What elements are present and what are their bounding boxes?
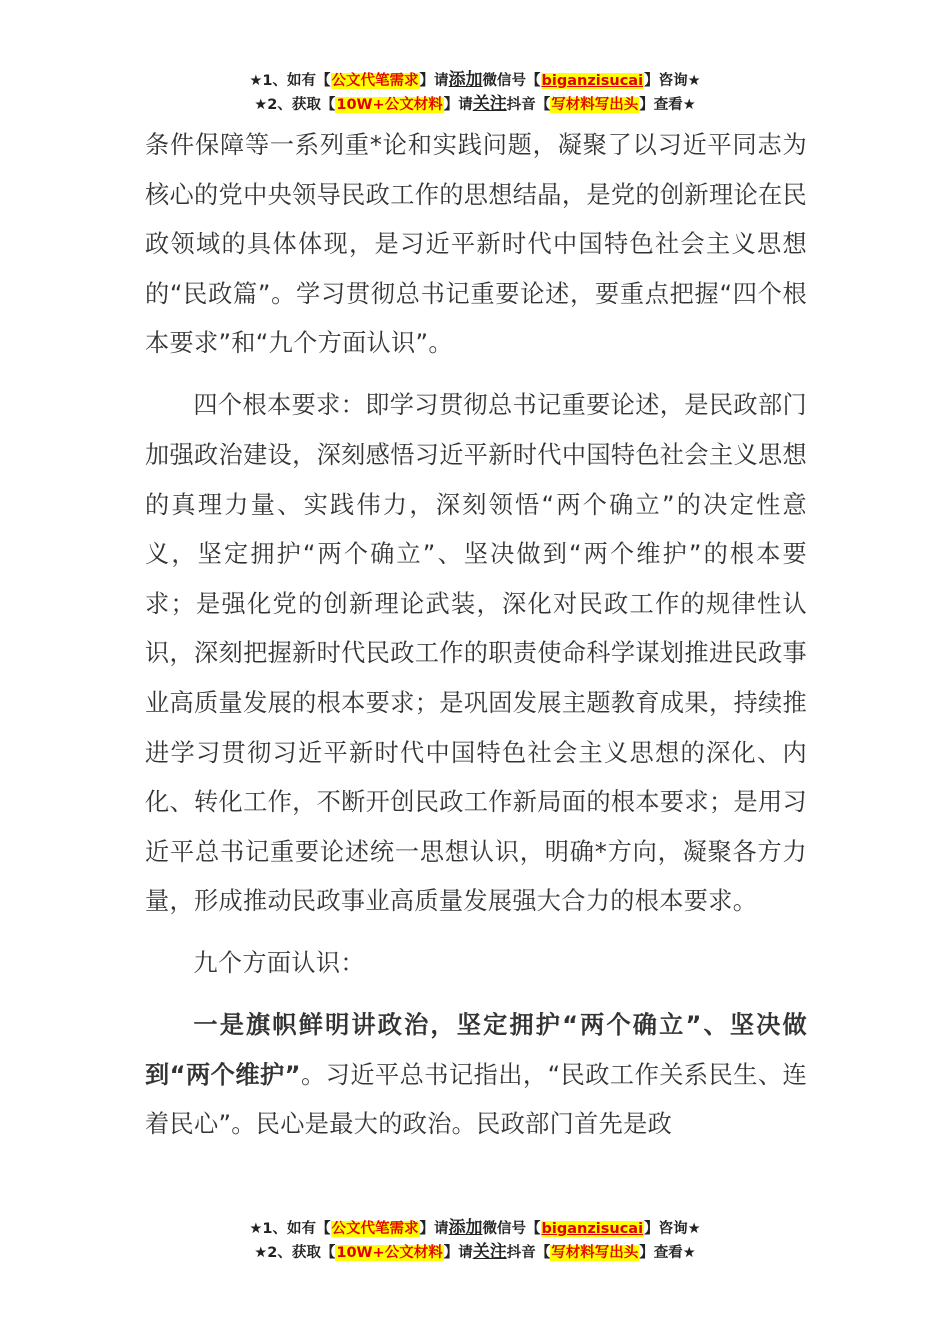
banner-text: 抖音【 [506,1245,551,1261]
banner-highlight-service: 公文代笔需求 [331,73,419,89]
banner-wechat-id: biganzisucai [541,73,644,89]
paragraph-four-requirements: 四个根本要求：即学习贯彻总书记重要论述，是民政部门加强政治建设，深刻感悟习近平新时代中国特色社会主义思想的真理力量、实践伟力，深刻领悟“两个确立”的决定性意义，坚定拥护“两个确立”、坚决做到“两个维护”的根本要求；是强化党的创新理论武装，深化对民政工作的规律性认识，深刻把握新时代民政工作的职责使命科学谋划推进民政事业高质量发展的根本要求；是巩固发展主题教育成果，持续推进学习贯彻习近平新时代中国特色社会主义思想的深化、内化、转化工作，不断开创民政工作新局面的根本要求；是用习近平总书记重要论述统一思想认识，明确*方向，凝聚各方力量，形成推动民政事业高质量发展强大合力的根本要求。 [145,391,807,916]
aspect-one-heading: 一是旗帜鲜明讲政治，坚定拥护“两个确立”、坚决做到“两个维护” [145,1011,807,1089]
banner-emphasis: 关注 [472,1242,507,1262]
banner-text: ★1、如有【 [249,1221,331,1237]
banner-line-1 [0,1217,950,1241]
banner-text: 】咨询★ [644,73,701,89]
paragraph-1: 条件保障等一系列重*论和实践问题，凝聚了以习近平同志为核心的党中央领导民政工作的思想结晶，是党的创新理论在民政领域的具体体现，是习近平新时代中国特色社会主义思想的“民政篇”。学习贯彻总书记重要论述，要重点把握“四个根本要求”和“九个方面认识”。 [145,131,807,358]
banner-text: 微信号【 [482,1221,541,1237]
banner-text: ★2、获取【 [254,97,336,113]
banner-text: 】请 [443,97,473,113]
aspect-one-text: 。习近平总书记指出，“民政工作关系民生、连着民心”。民心是最大的政治。民政部门首先是政 [145,1060,807,1139]
banner-text: 】请 [419,73,449,89]
banner-text: 抖音【 [506,97,551,113]
banner-text: 】咨询★ [644,1221,701,1237]
header-banner [0,69,950,117]
banner-emphasis: 添加 [448,1218,483,1238]
banner-highlight-service: 公文代笔需求 [331,1221,419,1237]
footer-banner [0,1217,950,1265]
banner-text: 】请 [443,1245,473,1261]
banner-highlight-materials: 10W+公文材料 [336,97,443,113]
document-body [145,121,807,1150]
banner-douyin-account: 写材料写出头 [551,1245,639,1261]
banner-text: 】查看★ [639,1245,696,1261]
banner-line-1 [0,69,950,93]
banner-text: ★2、获取【 [254,1245,336,1261]
banner-douyin-account: 写材料写出头 [551,97,639,113]
banner-emphasis: 添加 [448,70,483,90]
banner-line-2 [0,1241,950,1265]
banner-text: 微信号【 [482,73,541,89]
paragraph-aspect-one [145,1001,807,1150]
banner-text: ★1、如有【 [249,73,331,89]
banner-text: 】请 [419,1221,449,1237]
banner-emphasis: 关注 [472,94,507,114]
banner-text: 】查看★ [639,97,696,113]
paragraph-nine-aspects-heading: 九个方面认识： [193,949,365,978]
banner-wechat-id: biganzisucai [541,1221,644,1237]
banner-line-2 [0,93,950,117]
banner-highlight-materials: 10W+公文材料 [336,1245,443,1261]
